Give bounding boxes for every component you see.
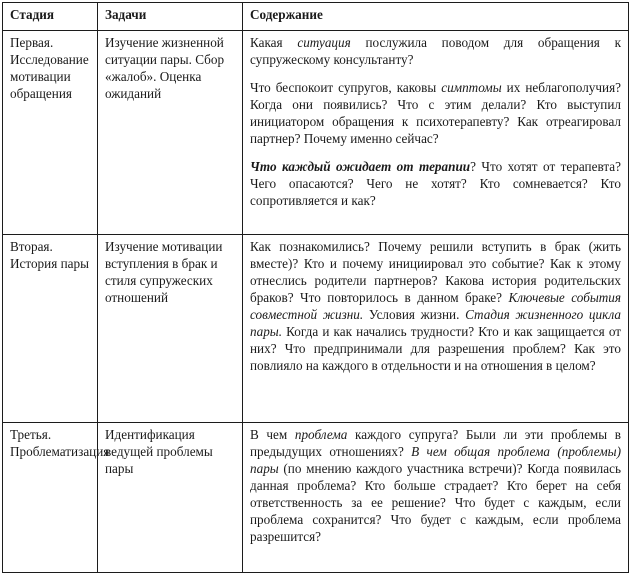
column-header-stage: Стадия <box>3 3 98 31</box>
text-segment: (по мнению каждого участника встречи)? Когда появилась данная проблема? Кто больше страдает? Кто берет на себя ответственность за ее решение? Что будет с каждым, если проблема сохранится? Что будет с каждым, если проблема разрешится? <box>250 460 621 544</box>
cell-content <box>243 31 629 235</box>
protocol-table <box>2 2 629 573</box>
table-header <box>3 3 629 31</box>
cell-content <box>243 235 629 423</box>
cell-tasks: Изучение жизненной ситуации пары. Сбор «жалоб». Оценка ожиданий <box>98 31 243 235</box>
text-segment: послужила поводом для обращения к супружескому консультанту? <box>250 35 621 67</box>
cell-stage: Первая. Исследование мотивации обращения <box>3 31 98 235</box>
table-row <box>3 31 629 235</box>
text-segment: Какая <box>250 35 298 50</box>
text-segment: их неблагополучия? Когда они появились? Что с этим делали? Кто выступил инициатором обращения к психотерапевту? Как отреагировал партнер? Почему именно сейчас? <box>250 79 621 146</box>
table-row <box>3 235 629 423</box>
emphasis-segment: В чем общая проблема (проблемы) пары <box>250 443 621 476</box>
emphasis-segment: симптомы <box>441 79 502 95</box>
cell-stage: Третья. Проблематизация <box>3 423 98 573</box>
table-row <box>3 423 629 573</box>
emphasis-segment: Ключевые события совместной жизни. <box>250 289 622 322</box>
content-paragraph <box>250 159 621 210</box>
emphasis-segment: ситуация <box>297 35 351 50</box>
text-segment: Условия жизни. <box>363 306 466 322</box>
table-header-row <box>3 3 629 31</box>
emphasis-segment: проблема <box>294 427 348 442</box>
text-segment: Как познакомились? Почему решили вступить в брак (жить вместе)? Кто и почему инициировал это событие? Как к этому отнеслись родители партнеров? Какова история родительских браков? Что повторилось в данном браке? <box>250 239 621 305</box>
content-paragraph <box>250 80 621 148</box>
text-segment: В чем <box>250 427 295 442</box>
cell-stage: Вторая. История пары <box>3 235 98 423</box>
cell-tasks: Изучение мотивации вступления в брак и стиля супружеских отношений <box>98 235 243 423</box>
column-header-content: Содержание <box>243 3 629 31</box>
column-header-tasks: Задачи <box>98 3 243 31</box>
content-paragraph <box>250 239 621 375</box>
content-paragraph <box>250 427 621 546</box>
cell-content <box>243 423 629 573</box>
emphasis-segment: Стадия жизненного цикла пары. <box>250 306 622 339</box>
text-segment: Когда и как начались трудности? Кто и как защищается от них? Что предпринимали для разрешения проблем? Как это повлияло на каждого в отдельности и на отношения в целом? <box>250 323 621 373</box>
text-segment: ? Что хотят от терапевта? Чего опасаются? Чего не хотят? Кто сомневается? Кто сопротивляется и как? <box>250 158 621 208</box>
text-segment: каждого супруга? Были ли эти проблемы в предыдущих отношениях? <box>250 427 621 459</box>
emphasis-segment: Что каждый ожидает от терапии <box>250 158 471 174</box>
cell-tasks: Идентификация ведущей проблемы пары <box>98 423 243 573</box>
content-paragraph <box>250 35 621 69</box>
text-segment: Что беспокоит супругов, каковы <box>250 79 442 95</box>
table-body <box>3 31 629 573</box>
